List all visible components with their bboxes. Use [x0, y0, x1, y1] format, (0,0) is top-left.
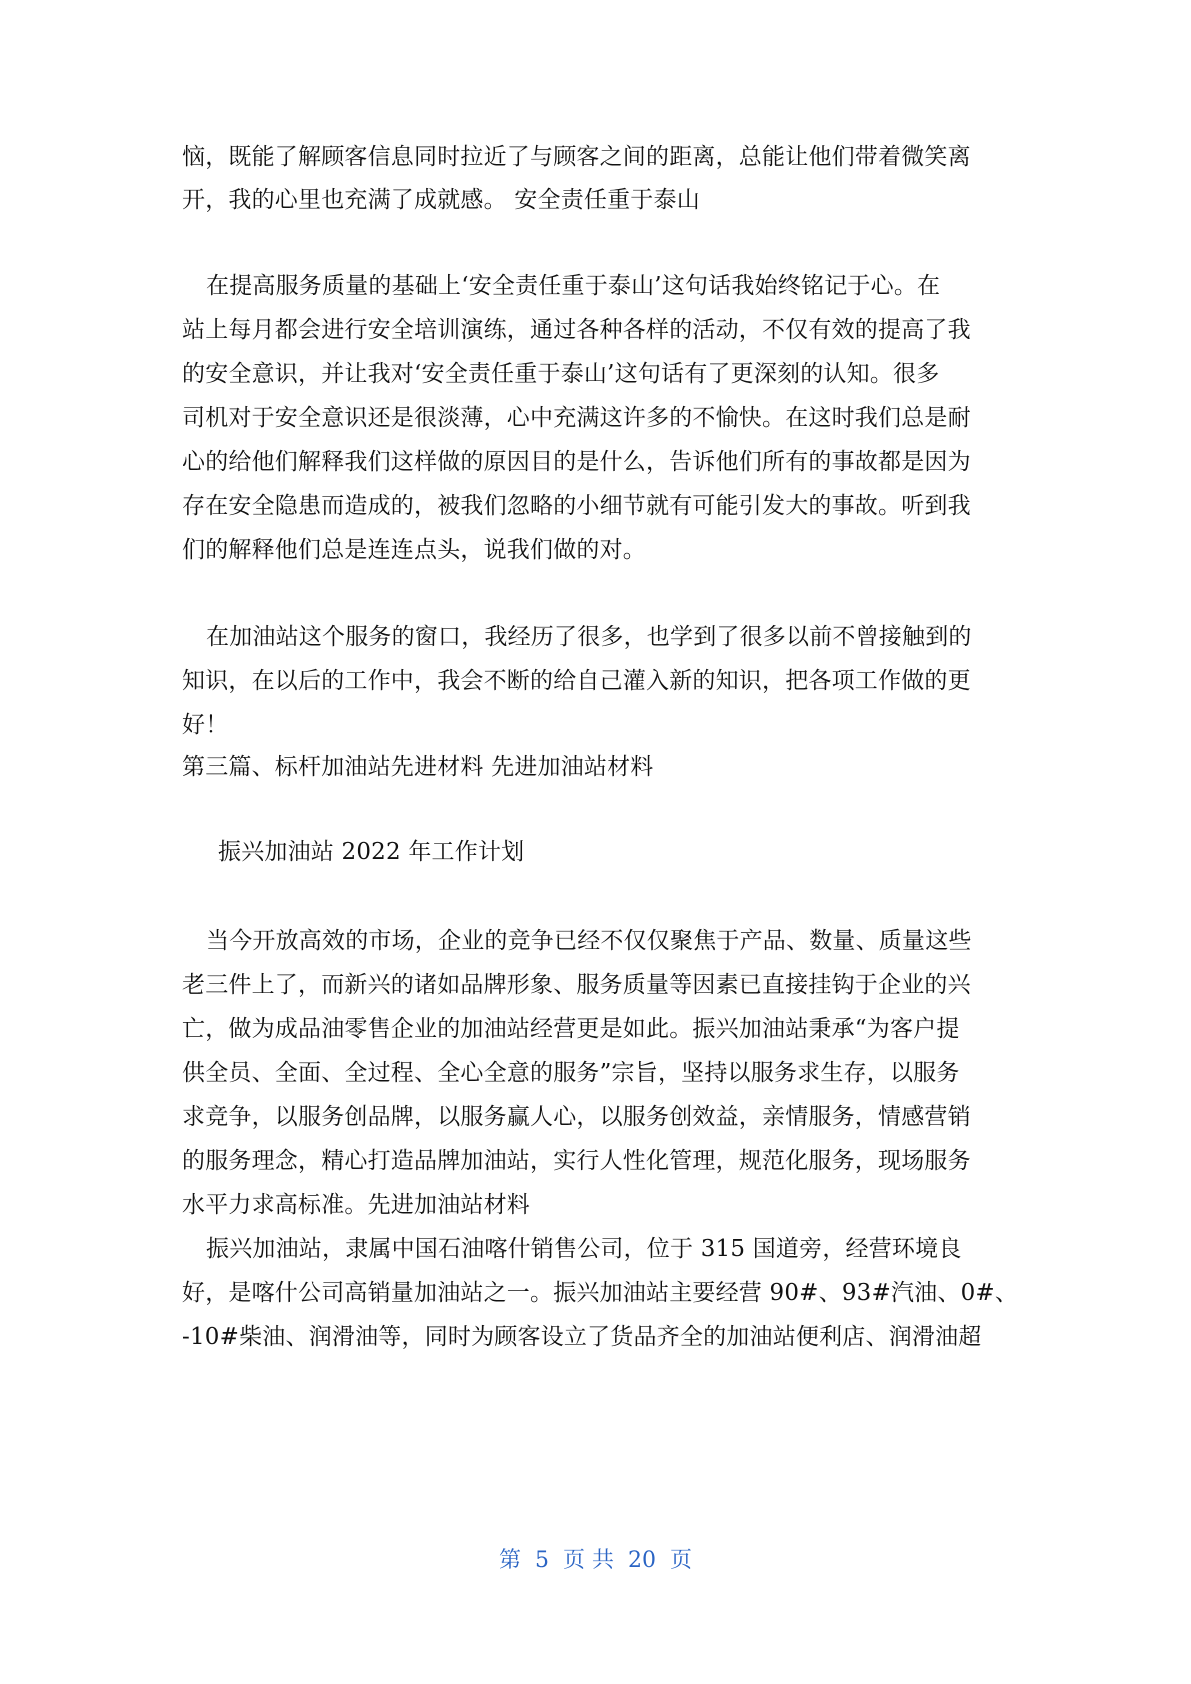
text-line: 振兴加油站，隶属中国石油喀什销售公司，位于 315 国道旁，经营环境良 — [206, 1236, 962, 1262]
text-line: 老三件上了，而新兴的诸如品牌形象、服务质量等因素已直接挂钩于企业的兴 — [182, 972, 971, 998]
section-heading: 第三篇、标杆加油站先进材料 先进加油站材料 — [182, 754, 654, 780]
text-line: 好，是喀什公司高销量加油站之一。振兴加油站主要经营 90#、93#汽油、0#、 — [182, 1280, 1019, 1306]
text-line: 亡，做为成品油零售企业的加油站经营更是如此。振兴加油站秉承“为客户提 — [182, 1016, 960, 1042]
subheading: 振兴加油站 2022 年工作计划 — [218, 839, 525, 865]
text-line: 的安全意识，并让我对‘安全责任重于泰山’这句话有了更深刻的认知。很多 — [182, 361, 940, 387]
text-line: 心的给他们解释我们这样做的原因目的是什么，告诉他们所有的事故都是因为 — [182, 449, 971, 475]
text-line: 的服务理念，精心打造品牌加油站，实行人性化管理，规范化服务，现场服务 — [182, 1148, 971, 1174]
text-line: 知识，在以后的工作中，我会不断的给自己灌入新的知识，把各项工作做的更 — [182, 668, 971, 694]
text-line: -10#柴油、润滑油等，同时为顾客设立了货品齐全的加油站便利店、润滑油超 — [182, 1324, 982, 1350]
text-line: 恼，既能了解顾客信息同时拉近了与顾客之间的距离，总能让他们带着微笑离 — [182, 144, 971, 170]
page-number: 第 5 页 共 20 页 — [499, 1548, 692, 1573]
text-line: 们的解释他们总是连连点头，说我们做的对。 — [182, 537, 646, 563]
text-line: 求竞争，以服务创品牌，以服务赢人心，以服务创效益，亲情服务，情感营销 — [182, 1104, 971, 1130]
text-line: 开，我的心里也充满了成就感。 安全责任重于泰山 — [182, 187, 700, 213]
text-line: 水平力求高标准。先进加油站材料 — [182, 1192, 530, 1218]
text-line: 供全员、全面、全过程、全心全意的服务”宗旨，坚持以服务求生存，以服务 — [182, 1060, 960, 1086]
text-line: 在加油站这个服务的窗口，我经历了很多，也学到了很多以前不曾接触到的 — [206, 624, 972, 650]
text-line: 站上每月都会进行安全培训演练，通过各种各样的活动，不仅有效的提高了我 — [182, 317, 971, 343]
text-line: 存在安全隐患而造成的，被我们忽略的小细节就有可能引发大的事故。听到我 — [182, 493, 971, 519]
text-line: 司机对于安全意识还是很淡薄，心中充满这许多的不愉快。在这时我们总是耐 — [182, 405, 971, 431]
text-line: 当今开放高效的市场，企业的竞争已经不仅仅聚焦于产品、数量、质量这些 — [206, 928, 972, 954]
text-line: 在提高服务质量的基础上‘安全责任重于泰山’这句话我始终铭记于心。在 — [206, 273, 941, 299]
text-line: 好！ — [182, 712, 229, 738]
